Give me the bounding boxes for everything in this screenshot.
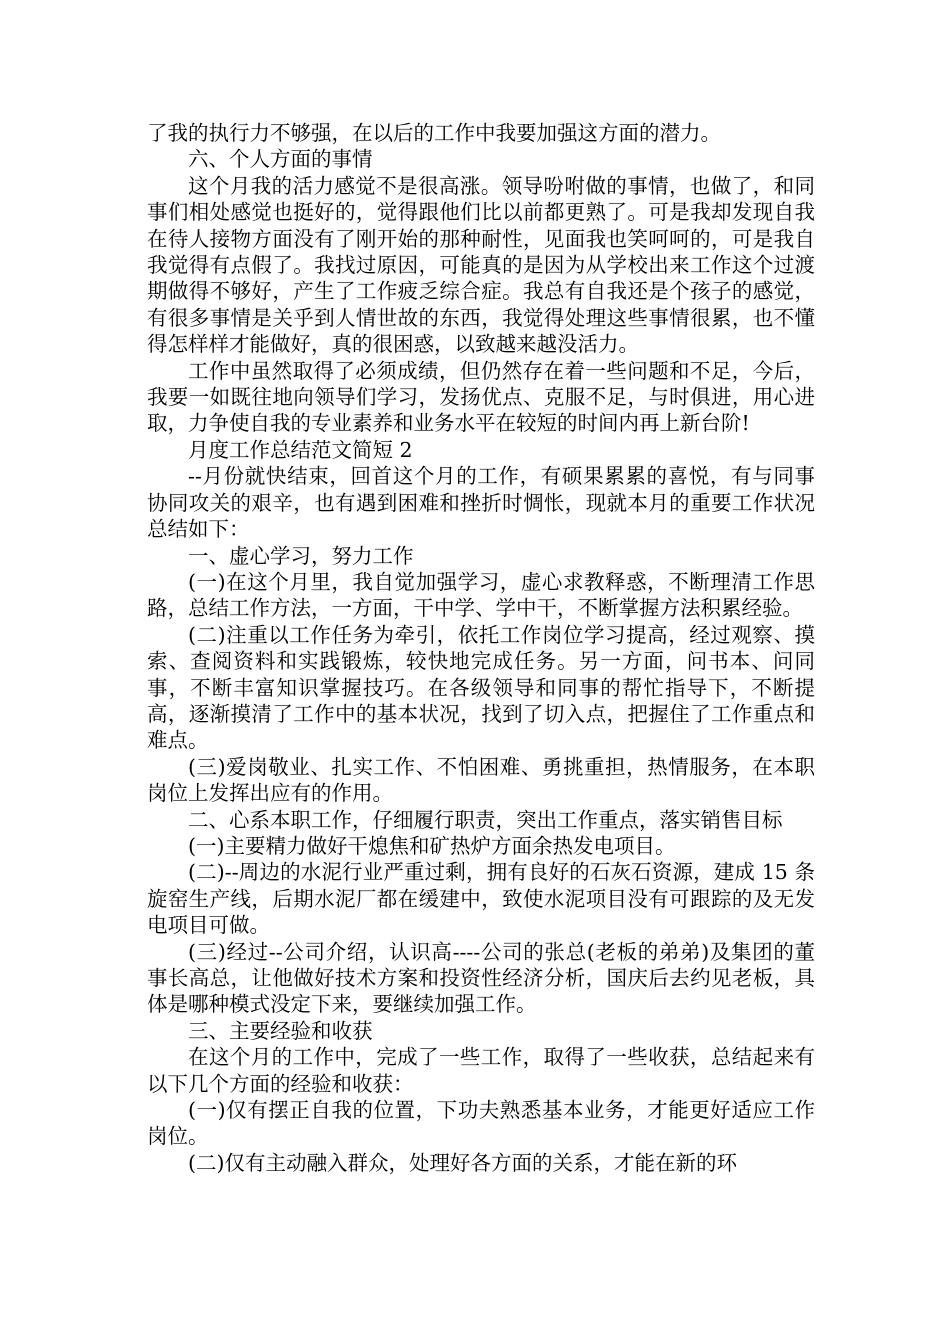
paragraph: (二)--周边的水泥行业严重过剩，拥有良好的石灰石资源，建成 15 条旋窑生产线，后期水泥厂都在缓建中，致使水泥项目没有可跟踪的及无发电项目可做。 <box>147 860 815 938</box>
paragraph: --月份就快结束，回首这个月的工作，有硕果累累的喜悦，有与同事协同攻关的艰辛，也有遇到困难和挫折时惆怅，现就本月的重要工作状况总结如下： <box>147 464 815 542</box>
document-body <box>147 120 815 1176</box>
paragraph: (二)仅有主动融入群众，处理好各方面的关系，才能在新的环 <box>188 1150 737 1175</box>
paragraph: 在这个月的工作中，完成了一些工作，取得了一些收获，总结起来有以下几个方面的经验和收获： <box>147 1045 815 1096</box>
section-heading-personal: 六、个人方面的事情 <box>188 147 373 172</box>
paragraph: (二)注重以工作任务为牵引，依托工作岗位学习提高，经过观察、摸索、查阅资料和实践锻炼，较快地完成任务。另一方面，问书本、问同事，不断丰富知识掌握技巧。在各级领导和同事的帮忙指导下，不断提高，逐渐摸清了工作中的基本状况，找到了切入点，把握住了工作重点和难点。 <box>147 622 815 753</box>
article-title: 月度工作总结范文简短 2 <box>188 437 413 462</box>
section-heading-study: 一、虚心学习，努力工作 <box>188 543 414 568</box>
paragraph: 工作中虽然取得了必须成绩，但仍然存在着一些问题和不足，今后，我要一如既往地向领导们学习，发扬优点、克服不足，与时俱进，用心进取，力争使自我的专业素养和业务水平在较短的时间内再上新台阶! <box>147 358 815 436</box>
section-heading-experience: 三、主要经验和收获 <box>188 1018 373 1043</box>
paragraph: 这个月我的活力感觉不是很高涨。领导吩咐做的事情，也做了，和同事们相处感觉也挺好的，觉得跟他们比以前都更熟了。可是我却发现自我在待人接物方面没有了刚开始的那种耐性，见面我也笑呵呵的，可是我自我觉得有点假了。我找过原因，可能真的是因为从学校出来工作这个过渡期做得不够好，产生了工作疲乏综合症。我总有自我还是个孩子的感觉，有很多事情是关乎到人情世故的东西，我觉得处理这些事情很累，也不懂得怎样样才能做好，真的很困惑，以致越来越没活力。 <box>147 173 815 357</box>
paragraph: (三)爱岗敬业、扎实工作、不怕困难、勇挑重担，热情服务，在本职岗位上发挥出应有的作用。 <box>147 754 815 806</box>
paragraph: (一)主要精力做好干熄焦和矿热炉方面余热发电项目。 <box>188 833 676 858</box>
section-heading-duties: 二、心系本职工作，仔细履行职责，突出工作重点，落实销售目标 <box>188 807 783 832</box>
paragraph: (一)仅有摆正自我的位置，下功夫熟悉基本业务，才能更好适应工作岗位。 <box>147 1098 815 1149</box>
paragraph: (三)经过--公司介绍，认识高----公司的张总(老板的弟弟)及集团的董事长高总，让他做好技术方案和投资性经济分析，国庆后去约见老板，具体是哪种模式没定下来，要继续加强工作。 <box>147 939 815 1017</box>
paragraph-continuation: 了我的执行力不够强，在以后的工作中我要加强这方面的潜力。 <box>147 121 721 145</box>
paragraph: (一)在这个月里，我自觉加强学习，虚心求教释惑，不断理清工作思路，总结工作方法，一方面，干中学、学中干，不断掌握方法积累经验。 <box>147 569 815 621</box>
